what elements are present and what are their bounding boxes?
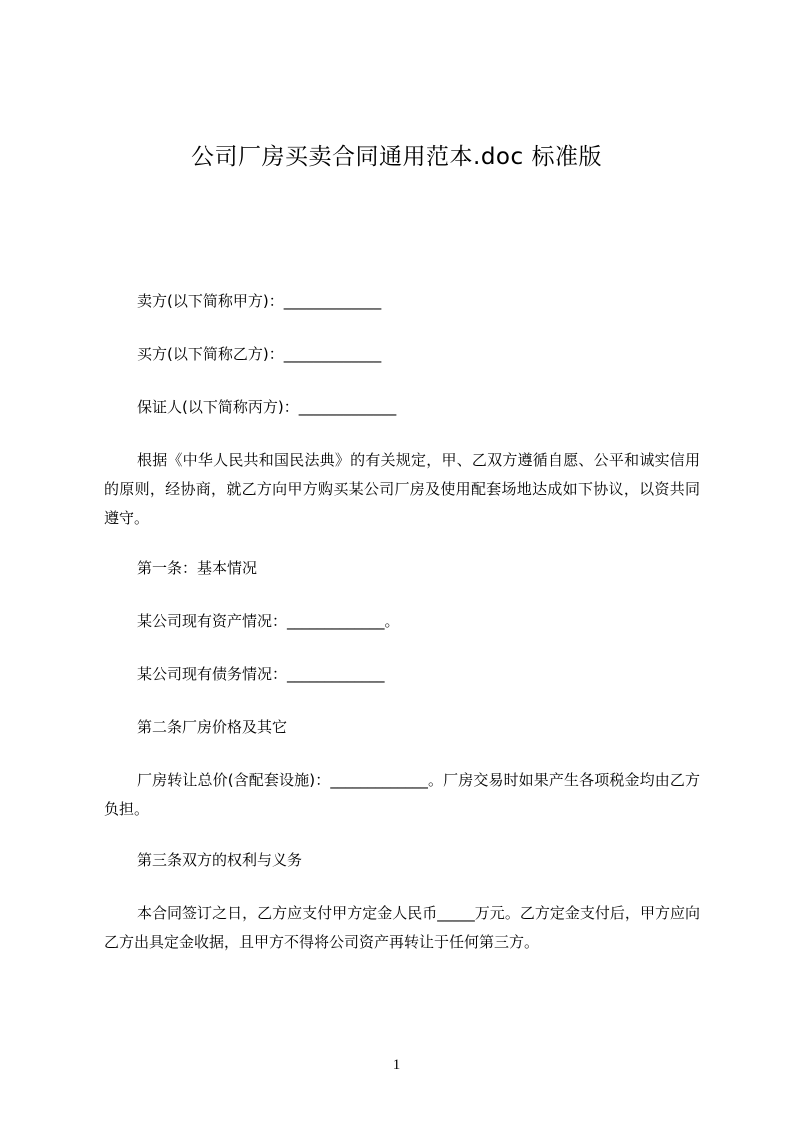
page-number: 1 <box>392 1057 401 1073</box>
article-3-heading: 第三条双方的权利与义务 <box>137 851 303 869</box>
deposit-paragraph: 本合同签订之日，乙方应支付甲方定金人民币_____万元。乙方定金支付后，甲方应向乙方出具定金收据，且甲方不得将公司资产再转让于任何第三方。 <box>104 904 700 951</box>
guarantor-line: 保证人(以下简称丙方)：_____________ <box>137 398 397 416</box>
article-2-heading: 第二条厂房价格及其它 <box>137 718 288 736</box>
assets-line: 某公司现有资产情况：_____________。 <box>137 612 400 630</box>
article-1-heading: 第一条：基本情况 <box>137 559 258 577</box>
price-paragraph: 厂房转让总价(含配套设施)：_____________。厂房交易时如果产生各项税金均由乙方负担。 <box>104 771 700 818</box>
seller-line: 卖方(以下简称甲方)：_____________ <box>137 292 382 310</box>
document-title: 公司厂房买卖合同通用范本.doc 标准版 <box>191 144 602 170</box>
intro-paragraph: 根据《中华人民共和国民法典》的有关规定，甲、乙双方遵循自愿、公平和诚实信用的原则，经协商，就乙方向甲方购买某公司厂房及使用配套场地达成如下协议，以资共同遵守。 <box>104 451 700 527</box>
debts-line: 某公司现有债务情况：_____________ <box>137 665 385 683</box>
buyer-line: 买方(以下简称乙方)：_____________ <box>137 345 382 363</box>
